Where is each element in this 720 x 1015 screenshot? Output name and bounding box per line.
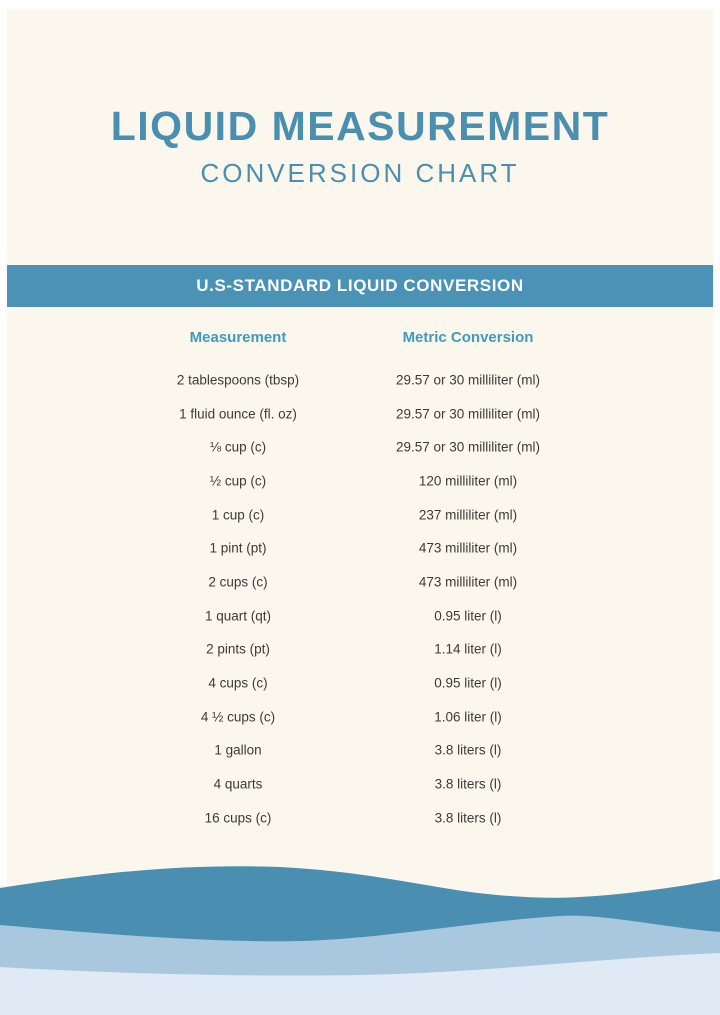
table-row [0,565,720,599]
measurement-cell: 4 cups (c) [208,675,268,691]
metric-cell: 29.57 or 30 milliliter (ml) [395,439,541,455]
table-row [0,464,720,498]
page-title: LIQUID MEASUREMENT [110,103,610,149]
measurement-cell: 1 fluid ounce (fl. oz) [179,406,297,422]
metric-cell: 473 milliliter (ml) [418,540,518,556]
metric-cell: 120 milliliter (ml) [418,473,518,489]
measurement-cell: ½ cup (c) [209,473,267,489]
table-row [0,700,720,734]
measurement-cell: 2 pints (pt) [206,641,270,657]
metric-cell: 29.57 or 30 milliliter (ml) [395,372,541,388]
footer-waves [0,865,720,1015]
metric-cell: 0.95 liter (l) [434,675,502,691]
table-row [0,734,720,768]
table-row [0,430,720,464]
table-row [0,498,720,532]
metric-cell: 3.8 liters (l) [434,742,502,758]
table-row [0,599,720,633]
metric-cell: 237 milliliter (ml) [418,507,518,523]
measurement-cell: 1 quart (qt) [204,608,272,624]
page-subtitle: CONVERSION CHART [200,158,520,189]
page-border-top [0,0,720,9]
table-header-row [0,329,720,349]
table-row [0,531,720,565]
measurement-cell: 4 quarts [213,776,263,792]
metric-column-header: Metric Conversion [402,329,534,346]
measurement-cell: 2 tablespoons (tbsp) [176,372,300,388]
metric-cell: 1.14 liter (l) [434,641,502,657]
conversion-table [0,363,720,835]
table-row [0,801,720,835]
metric-cell: 3.8 liters (l) [434,776,502,792]
metric-cell: 473 milliliter (ml) [418,574,518,590]
measurement-cell: 4 ½ cups (c) [200,709,276,725]
table-row [0,666,720,700]
metric-cell: 3.8 liters (l) [434,810,502,826]
metric-cell: 29.57 or 30 milliliter (ml) [395,406,541,422]
table-row [0,633,720,667]
table-row [0,397,720,431]
table-row [0,363,720,397]
section-banner [7,265,713,307]
metric-cell: 1.06 liter (l) [434,709,502,725]
measurement-cell: 1 gallon [214,742,262,758]
measurement-column-header: Measurement [189,329,287,346]
metric-cell: 0.95 liter (l) [434,608,502,624]
section-banner-label: U.S-STANDARD LIQUID CONVERSION [196,276,524,295]
table-row [0,767,720,801]
measurement-cell: 2 cups (c) [208,574,268,590]
wave-graphic [0,865,720,1015]
measurement-cell: 1 cup (c) [211,507,265,523]
measurement-cell: 16 cups (c) [204,810,272,826]
title-block [0,104,720,189]
measurement-cell: ⅛ cup (c) [209,439,267,455]
measurement-cell: 1 pint (pt) [209,540,267,556]
